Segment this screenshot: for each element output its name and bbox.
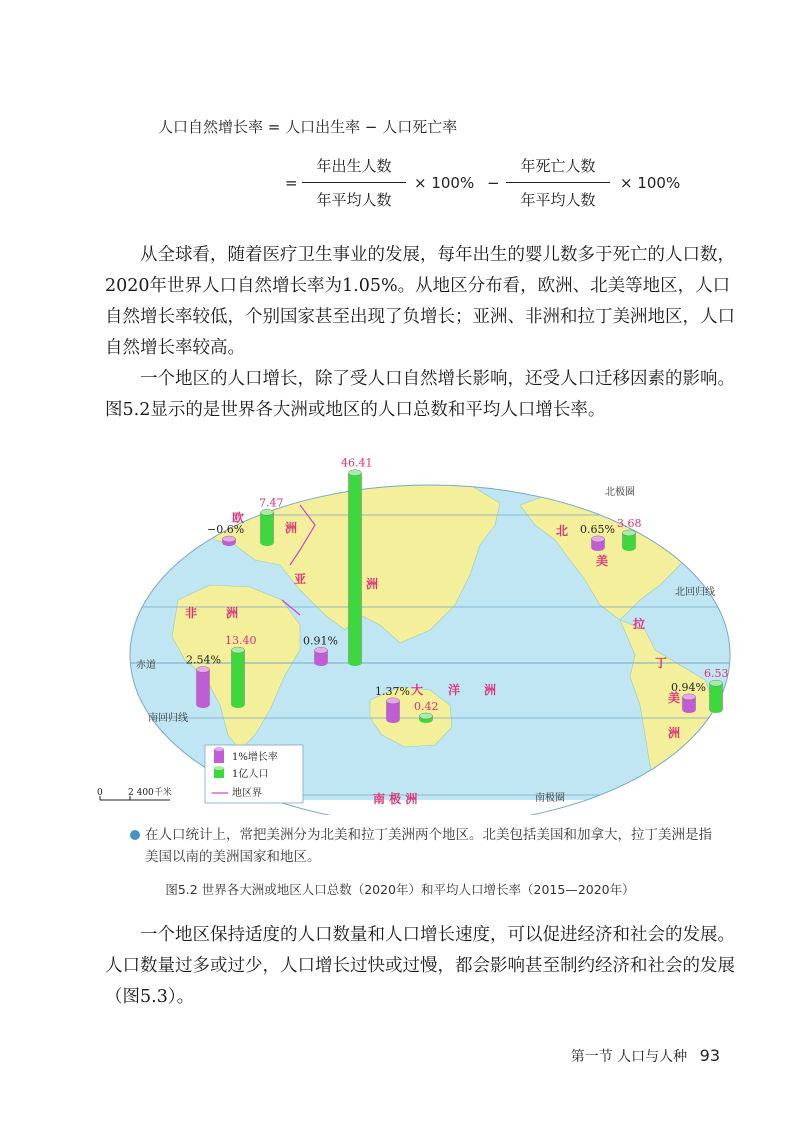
scale-zero: 0 — [97, 788, 103, 798]
population-bar-europe-top — [261, 509, 274, 515]
label-tropic-of-capricorn: 南回归线 — [148, 713, 188, 724]
growth-label-latin_america: 0.94% — [671, 680, 706, 694]
map-scale — [97, 786, 172, 800]
growth-bar-north_america-bottom — [592, 545, 605, 551]
page-footer — [571, 1046, 720, 1066]
legend-population-label: 1亿人口 — [232, 769, 269, 780]
label-asia-2: 洲 — [366, 577, 379, 591]
legend-boundary-label: 地区界 — [232, 788, 262, 799]
footer-section: 第一节 人口与人种 — [570, 1049, 688, 1065]
population-bar-europe-body — [261, 512, 274, 543]
legend-growth-label: 1%增长率 — [232, 752, 278, 763]
paragraph-1: 从全球看，随着医疗卫生事业的发展，每年出生的婴儿数多于死亡的人口数，2020年世界人口自然增长率为1.05%。从地区分布看，欧洲、北美等地区，人口自然增长率较低，个别国家甚至出现了负增长；亚洲、非洲和拉丁美洲地区，人口自然增长率较高。 — [105, 245, 735, 358]
population-bar-europe-bottom — [261, 540, 274, 546]
growth-label-oceania: 1.37% — [375, 684, 410, 698]
formula-fraction-death — [506, 155, 610, 210]
label-africa-1: 非 — [185, 606, 198, 620]
land-antarctica — [100, 800, 760, 815]
label-antarctica: 南 极 洲 — [373, 792, 418, 806]
growth-label-europe: −0.6% — [207, 523, 245, 536]
scale-value: 2 400千米 — [128, 788, 172, 798]
growth-bar-africa-body — [197, 669, 210, 705]
label-oceania-2: 洋 — [448, 683, 461, 697]
population-label-north_america: 3.68 — [617, 516, 642, 530]
population-bar-africa-body — [232, 650, 245, 705]
population-bar-latin_america-body — [710, 683, 723, 710]
label-latin-america-2: 丁 — [655, 656, 668, 670]
population-label-oceania: 0.42 — [414, 700, 439, 713]
formula-times-1: × 100% — [414, 174, 475, 192]
label-antarctic-circle: 南极圈 — [535, 793, 565, 804]
world-population-map — [0, 415, 800, 815]
fraction-denominator: 年平均人数 — [520, 191, 596, 209]
growth-bar-asia-bottom — [315, 660, 328, 666]
label-europe-1: 欧 — [232, 511, 245, 525]
label-europe-2: 洲 — [285, 521, 298, 535]
population-bar-oceania-top — [420, 713, 433, 719]
population-bar-asia-bottom — [349, 660, 362, 666]
label-asia-1: 亚 — [294, 572, 307, 586]
paragraph-3: 一个地区保持适度的人口数量和人口增长速度，可以促进经济和社会的发展。人口数量过多或过少，人口增长过快或过慢，都会影响甚至制约经济和社会的发展（图5.3）。 — [105, 925, 735, 1007]
label-oceania-3: 洲 — [484, 683, 497, 697]
population-bar-latin_america-bottom — [710, 707, 723, 713]
formula-minus: − — [487, 174, 500, 192]
label-latin-america-1: 拉 — [633, 617, 646, 631]
population-bar-africa-bottom — [232, 702, 245, 708]
formula-equals: = — [285, 174, 298, 192]
growth-label-north_america: 0.65% — [580, 522, 615, 536]
growth-bar-africa-top — [197, 666, 210, 672]
growth-bar-latin_america-bottom — [683, 707, 696, 713]
fraction-denominator: 年平均人数 — [316, 191, 392, 209]
label-arctic-circle: 北极圈 — [605, 487, 635, 498]
figure-note: 在人口统计上，常把美洲分为北美和拉丁美洲两个地区。北美包括美国和加拿大，拉丁美洲是指美国以南的美洲国家和地区。 — [145, 827, 712, 865]
population-bar-africa-top — [232, 647, 245, 653]
label-latin-america-3: 美 — [668, 691, 681, 705]
figure-title: 图5.2 世界各大洲或地区人口总数（2020年）和平均人口增长率（2015—2020年） — [165, 882, 635, 897]
growth-bar-north_america-top — [592, 536, 605, 542]
population-bar-latin_america-top — [710, 680, 723, 686]
label-tropic-of-cancer: 北回归线 — [675, 587, 715, 598]
growth-bar-oceania-bottom — [387, 717, 400, 723]
label-oceania-1: 大 — [411, 683, 424, 697]
population-label-latin_america: 6.53 — [704, 667, 729, 681]
page-number: 93 — [699, 1046, 720, 1065]
growth-bar-asia-top — [315, 647, 328, 653]
paragraph-2: 一个地区的人口增长，除了受人口自然增长影响，还受人口迁移因素的影响。图5.2显示的是世界各大洲或地区的人口总数和平均人口增长率。 — [105, 369, 735, 420]
map-legend — [205, 745, 303, 803]
population-label-europe: 7.47 — [259, 496, 284, 510]
label-north-america-2: 美 — [596, 554, 609, 568]
formula-times-2: × 100% — [620, 174, 681, 192]
formula-fraction-birth — [302, 155, 406, 210]
formula-line-1: 人口自然增长率 = 人口出生率 − 人口死亡率 — [158, 118, 458, 136]
population-bar-north_america-bottom — [623, 545, 636, 551]
label-equator: 赤道 — [136, 660, 156, 671]
fraction-numerator: 年死亡人数 — [506, 155, 610, 183]
population-label-africa: 13.40 — [225, 634, 257, 648]
growth-label-africa: 2.54% — [186, 653, 221, 667]
note-icon — [130, 830, 140, 840]
growth-bar-africa-bottom — [197, 702, 210, 708]
growth-bar-europe-top — [223, 536, 236, 542]
growth-bar-latin_america-top — [683, 694, 696, 700]
label-north-america-1: 北 — [556, 524, 569, 538]
growth-label-asia: 0.91% — [303, 634, 338, 648]
fraction-numerator: 年出生人数 — [302, 155, 406, 183]
label-latin-america-4: 洲 — [668, 726, 681, 740]
population-label-asia: 46.41 — [341, 456, 373, 470]
population-bar-north_america-top — [623, 530, 636, 536]
growth-bar-oceania-top — [387, 698, 400, 704]
population-bar-asia-top — [349, 470, 362, 476]
population-bar-asia-body — [349, 473, 362, 663]
label-africa-2: 洲 — [226, 606, 239, 620]
